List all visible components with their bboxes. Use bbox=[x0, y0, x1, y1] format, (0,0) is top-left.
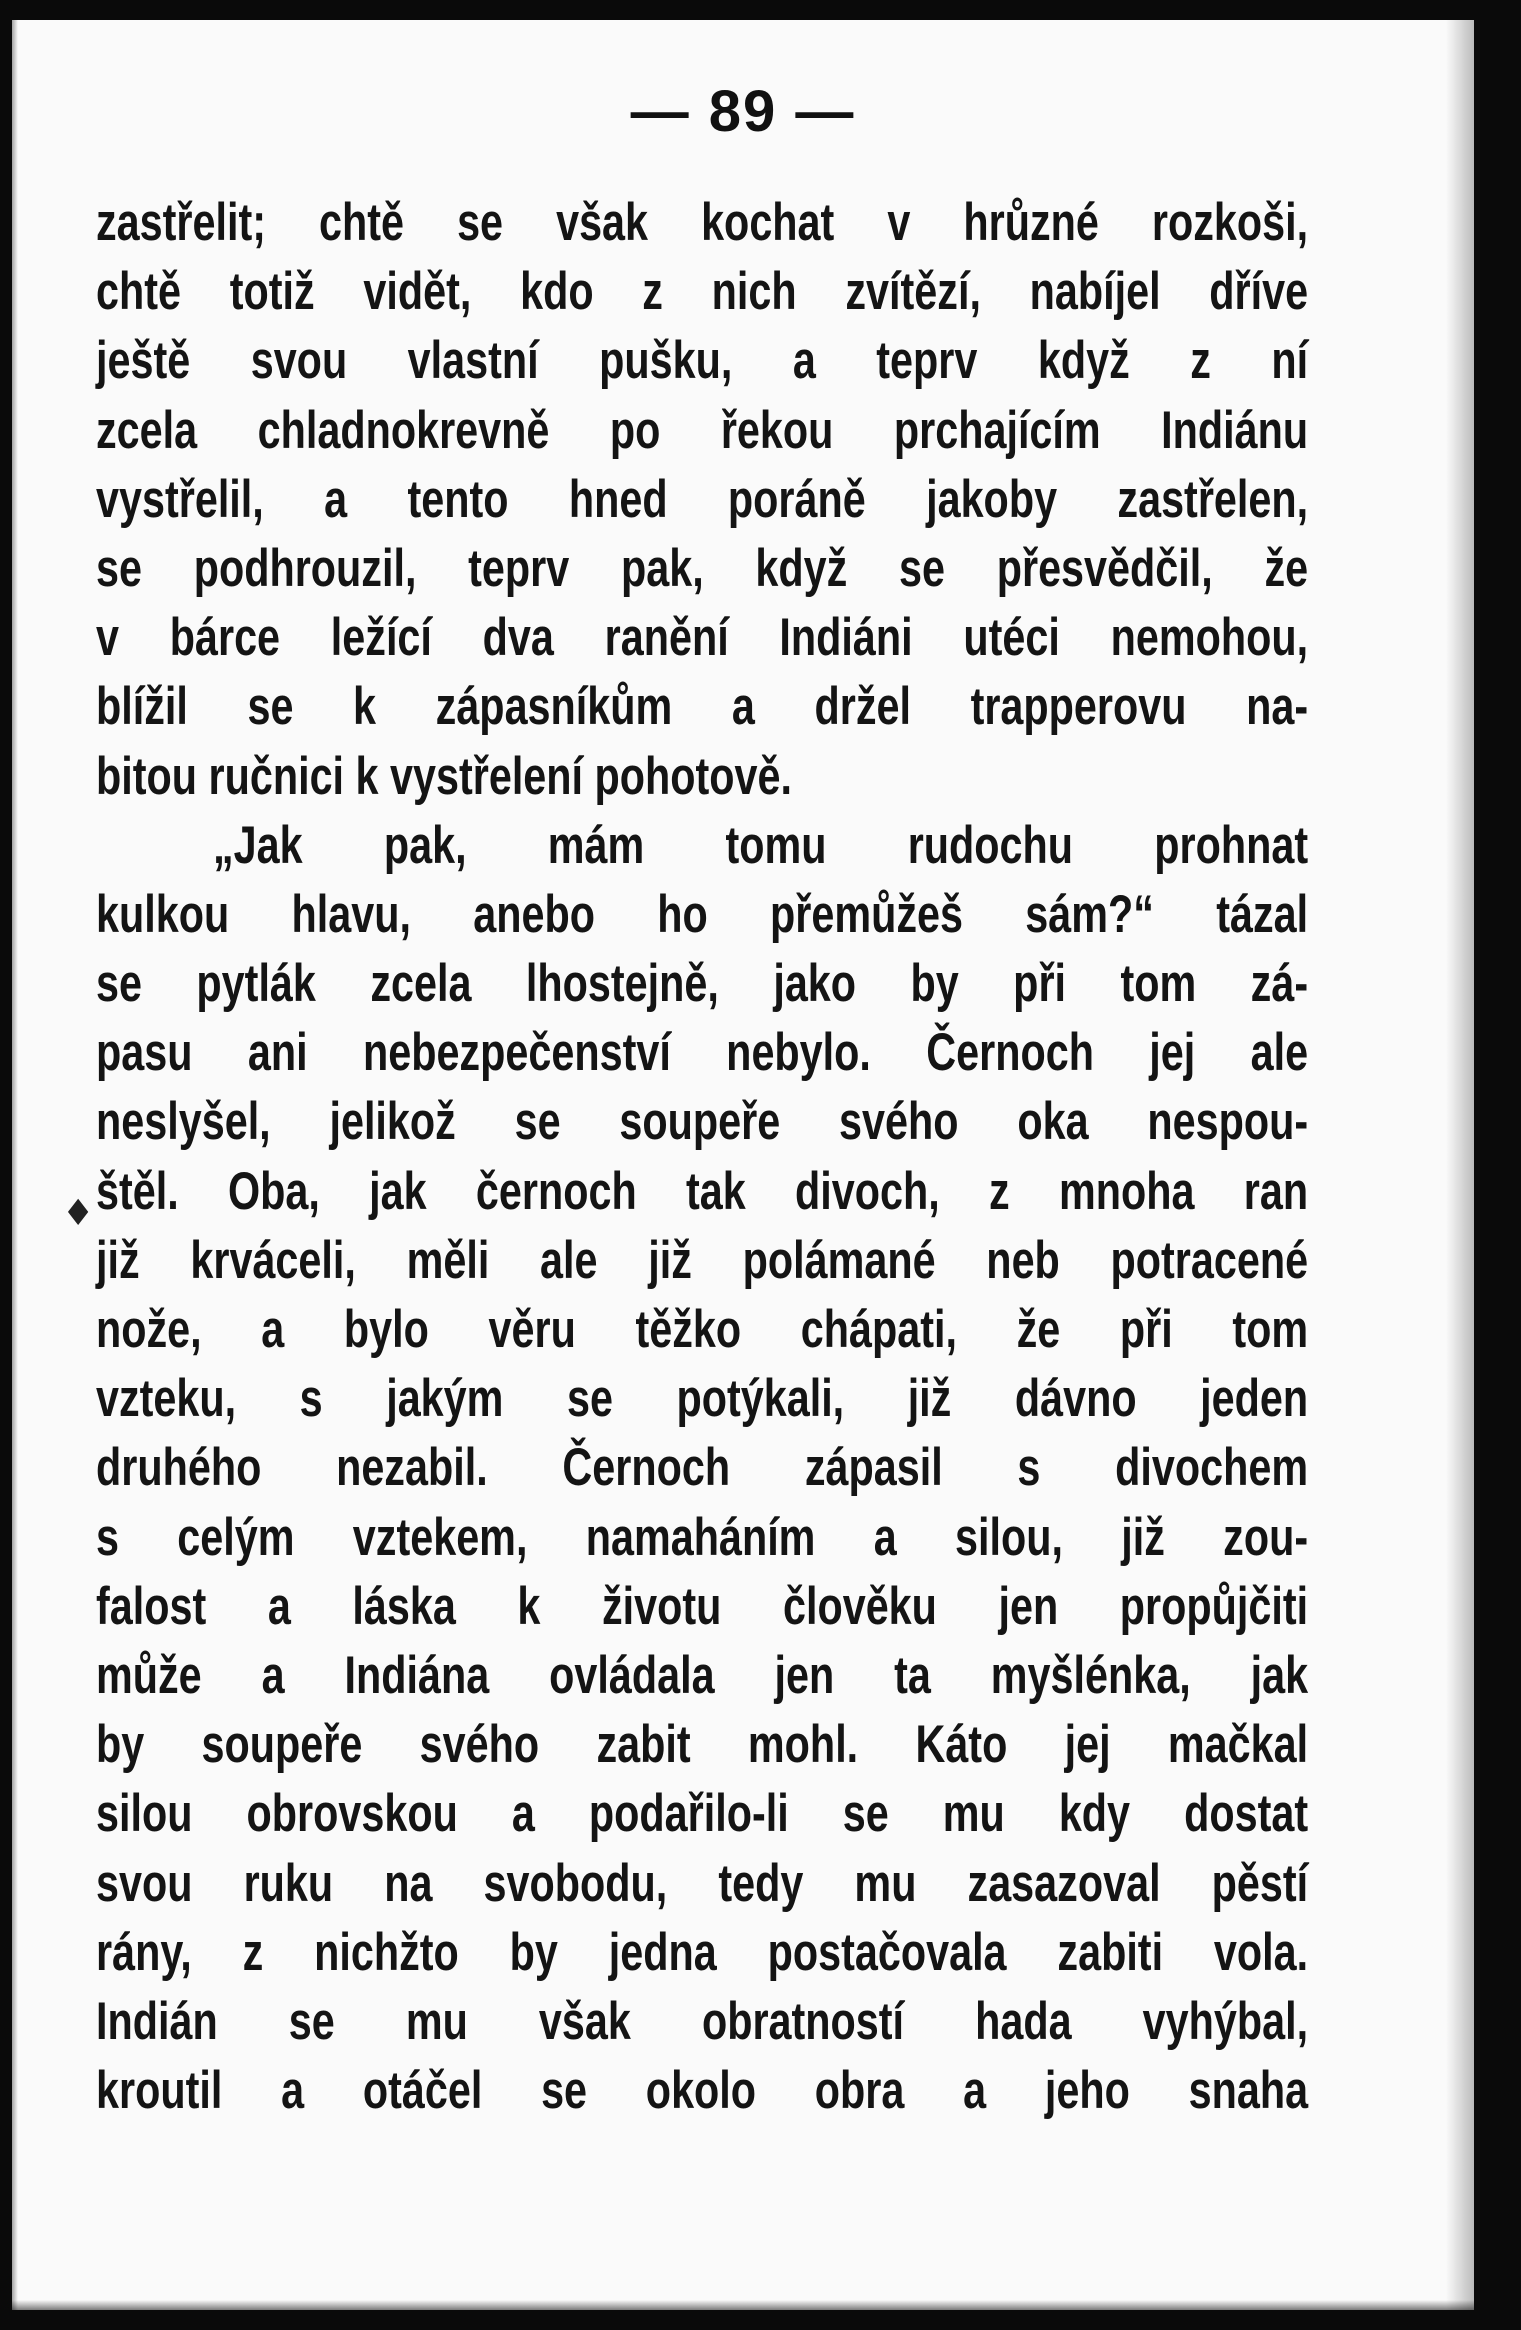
text-line: kulkou hlavu, anebo ho přemůžeš sám?“ tázal bbox=[96, 884, 1309, 944]
margin-mark-icon: ♦ bbox=[62, 1193, 95, 1234]
text-line: již krváceli, měli ale již polámané neb potracené bbox=[96, 1230, 1309, 1290]
text-line: štěl. Oba, jak černoch tak divoch, z mnoha ran bbox=[96, 1161, 1309, 1221]
text-line: může a Indiána ovládala jen ta myšlénka, jak bbox=[96, 1645, 1309, 1705]
text-line: pasu ani nebezpečenství nebylo. Černoch jej ale bbox=[96, 1023, 1309, 1083]
text-line: „Jak pak, mám tomu rudochu prohnat bbox=[213, 815, 1309, 875]
text-line: druhého nezabil. Černoch zápasil s divochem bbox=[96, 1438, 1309, 1498]
text-line: chtě totiž vidět, kdo z nich zvítězí, nabíjel dříve bbox=[96, 262, 1309, 322]
page-text-body bbox=[96, 188, 1308, 2125]
text-line: rány, z nichžto by jedna postačovala zabiti vola. bbox=[96, 1922, 1309, 1982]
text-line: bitou ručnici k vystřelení pohotově. bbox=[96, 746, 793, 806]
text-line: se pytlák zcela lhostejně, jako by při tom zá- bbox=[96, 954, 1309, 1014]
text-line: se podhrouzil, teprv pak, když se přesvědčil, že bbox=[96, 538, 1309, 598]
text-line: ještě svou vlastní pušku, a teprv když z ní bbox=[96, 331, 1309, 391]
text-line: vzteku, s jakým se potýkali, již dávno jeden bbox=[96, 1369, 1309, 1429]
page-left-edge-shadow bbox=[12, 20, 18, 2310]
text-line: vystřelil, a tento hned poráně jakoby zastřelen, bbox=[96, 469, 1309, 529]
text-line: v bárce ležící dva ranění Indiáni utéci nemohou, bbox=[96, 608, 1309, 668]
book-page bbox=[12, 20, 1474, 2310]
text-line: zastřelit; chtě se však kochat v hrůzné rozkoši, bbox=[96, 193, 1309, 252]
page-right-edge-shadow bbox=[1446, 20, 1474, 2310]
text-line: silou obrovskou a podařilo-li se mu kdy dostat bbox=[96, 1784, 1309, 1844]
text-line: nože, a bylo věru těžko chápati, že při tom bbox=[96, 1300, 1309, 1359]
text-line: Indián se mu však obratností hada vyhýbal, bbox=[96, 1991, 1309, 2051]
text-line: falost a láska k životu člověku jen propůjčiti bbox=[96, 1576, 1309, 1636]
text-line: kroutil a otáčel se okolo obra a jeho snaha bbox=[96, 2061, 1309, 2121]
text-line: zcela chladnokrevně po řekou prchajícím Indiánu bbox=[96, 400, 1309, 460]
page-bottom-edge-shadow bbox=[12, 2300, 1474, 2310]
page-number: — 89 — bbox=[630, 79, 856, 144]
text-line: svou ruku na svobodu, tedy mu zasazoval pěstí bbox=[96, 1853, 1309, 1913]
text-line: by soupeře svého zabit mohl. Káto jej mačkal bbox=[96, 1715, 1309, 1775]
text-line: neslyšel, jelikož se soupeře svého oka nespou- bbox=[96, 1092, 1309, 1152]
text-line: blížil se k zápasníkům a držel trapperovu na- bbox=[96, 677, 1309, 737]
text-line: s celým vztekem, namaháním a silou, již zou- bbox=[96, 1507, 1309, 1567]
